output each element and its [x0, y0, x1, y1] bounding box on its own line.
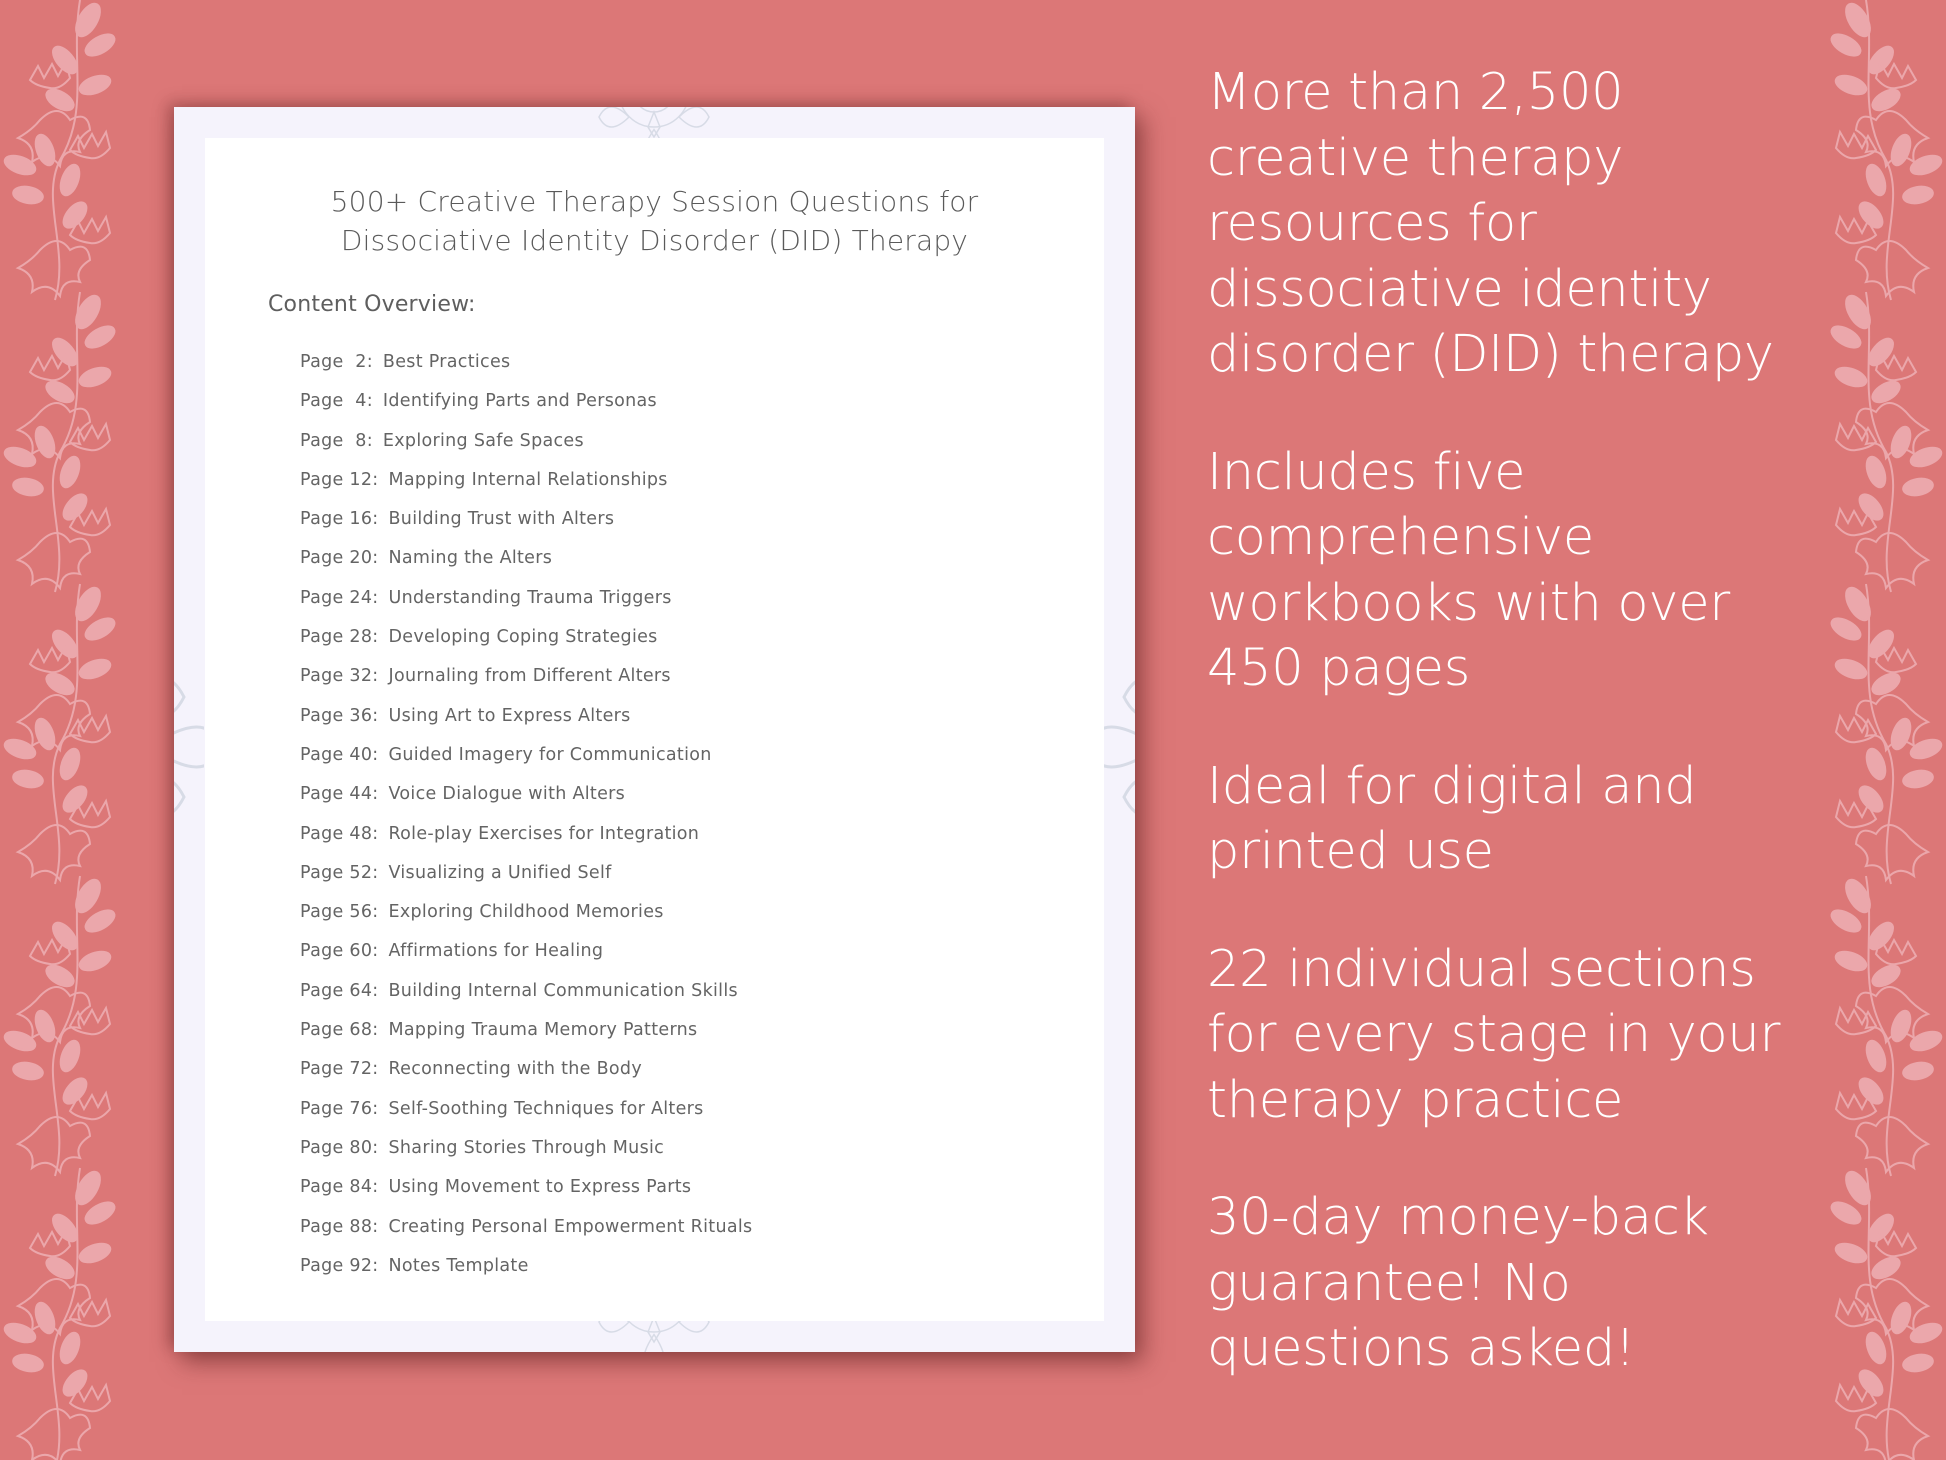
- feature-line: 30-day money-back: [1207, 1188, 1709, 1247]
- toc-item: [300, 854, 752, 893]
- toc-page-number: Page 88:: [300, 1216, 379, 1237]
- toc-item: [300, 1129, 752, 1168]
- toc-item: [300, 500, 752, 539]
- toc-section-title: Guided Imagery for Communication: [388, 744, 712, 765]
- feature-item: [1207, 440, 1927, 702]
- toc-item: [300, 343, 752, 382]
- feature-line: workbooks with over: [1207, 573, 1730, 633]
- toc-item: [300, 579, 752, 618]
- toc-page-number: Page 72:: [300, 1059, 379, 1080]
- toc-page-number: Page 44:: [300, 784, 379, 805]
- feature-line: questions asked!: [1207, 1319, 1636, 1378]
- feature-line: creative therapy: [1207, 128, 1624, 188]
- toc-section-title: Journaling from Different Alters: [388, 666, 671, 687]
- toc-section-title: Mapping Internal Relationships: [388, 469, 668, 490]
- toc-section-title: Voice Dialogue with Alters: [388, 784, 626, 805]
- feature-item: [1207, 60, 1927, 388]
- document-content-area: [205, 138, 1104, 1321]
- mandala-left-ornament: [174, 617, 204, 877]
- toc-item: [300, 618, 752, 657]
- toc-item: [300, 1050, 752, 1089]
- toc-section-title: Identifying Parts and Personas: [382, 391, 657, 412]
- toc-item: [300, 972, 752, 1011]
- toc-item: [300, 382, 752, 421]
- toc-section-title: Role-play Exercises for Integration: [388, 823, 700, 844]
- toc-item: [300, 1247, 752, 1286]
- feature-item: [1207, 754, 1927, 885]
- toc-section-title: Developing Coping Strategies: [388, 627, 658, 648]
- content-overview-heading: Content Overview:: [268, 292, 476, 317]
- toc-section-title: Sharing Stories Through Music: [388, 1137, 665, 1158]
- feature-line: comprehensive: [1207, 508, 1594, 567]
- floral-vine-left-decoration: [0, 0, 150, 1460]
- toc-page-number: Page 28:: [300, 627, 379, 648]
- feature-line: 22 individual sections: [1207, 939, 1756, 999]
- toc-section-title: Visualizing a Unified Self: [388, 862, 612, 883]
- toc-item: [300, 1208, 752, 1247]
- toc-page-number: Page 4:: [300, 391, 373, 412]
- toc-section-title: Reconnecting with the Body: [388, 1059, 642, 1080]
- toc-page-number: Page 12:: [300, 469, 379, 490]
- feature-item: [1207, 937, 1927, 1134]
- toc-section-title: Building Internal Communication Skills: [388, 980, 738, 1001]
- feature-line: therapy practice: [1207, 1070, 1624, 1130]
- feature-line: disorder (DID) therapy: [1207, 325, 1774, 384]
- feature-line: dissociative identity: [1207, 259, 1712, 319]
- toc-page-number: Page 2:: [300, 352, 373, 372]
- toc-item: [300, 736, 752, 775]
- toc-page-number: Page 56:: [300, 902, 379, 923]
- toc-page-number: Page 68:: [300, 1020, 379, 1041]
- toc-item: [300, 1168, 752, 1207]
- document-title: [205, 182, 1104, 260]
- toc-item: [300, 697, 752, 736]
- toc-page-number: Page 40:: [300, 744, 379, 765]
- toc-item: [300, 461, 752, 500]
- mandala-right-ornament: [1104, 617, 1135, 877]
- toc-item: [300, 422, 752, 461]
- toc-section-title: Best Practices: [382, 352, 511, 372]
- toc-item: [300, 1011, 752, 1050]
- feature-line: Ideal for digital and: [1207, 756, 1697, 816]
- toc-section-title: Using Movement to Express Parts: [388, 1177, 692, 1198]
- toc-page-number: Page 80:: [300, 1137, 379, 1158]
- toc-item: [300, 815, 752, 854]
- toc-page-number: Page 32:: [300, 666, 379, 687]
- toc-section-title: Naming the Alters: [388, 548, 553, 569]
- feature-list: [1207, 60, 1927, 1434]
- feature-line: Includes five: [1207, 442, 1526, 502]
- toc-item: [300, 657, 752, 696]
- feature-line: 450 pages: [1207, 639, 1471, 698]
- feature-item: [1207, 1185, 1927, 1382]
- toc-section-title: Exploring Safe Spaces: [382, 430, 584, 451]
- feature-line: resources for: [1207, 194, 1537, 253]
- toc-item: [300, 539, 752, 578]
- toc-section-title: Self-Soothing Techniques for Alters: [388, 1098, 704, 1119]
- feature-line: More than 2,500: [1207, 63, 1624, 122]
- toc-section-title: Creating Personal Empowerment Rituals: [388, 1216, 753, 1237]
- feature-line: guarantee! No: [1207, 1253, 1571, 1313]
- table-of-contents: [300, 343, 752, 1286]
- toc-page-number: Page 92:: [300, 1255, 379, 1276]
- toc-section-title: Understanding Trauma Triggers: [388, 587, 672, 608]
- toc-page-number: Page 24:: [300, 587, 379, 608]
- toc-section-title: Affirmations for Healing: [388, 941, 604, 962]
- toc-page-number: Page 48:: [300, 823, 379, 844]
- toc-page-number: Page 84:: [300, 1177, 379, 1198]
- toc-section-title: Notes Template: [388, 1255, 529, 1276]
- toc-item: [300, 1090, 752, 1129]
- toc-page-number: Page 20:: [300, 548, 379, 569]
- toc-page-number: Page 36:: [300, 705, 379, 726]
- toc-section-title: Using Art to Express Alters: [388, 705, 631, 726]
- toc-page-number: Page 16:: [300, 509, 379, 530]
- toc-section-title: Building Trust with Alters: [388, 509, 615, 530]
- document-title-line-1: 500+ Creative Therapy Session Questions for: [330, 185, 979, 218]
- document-title-line-2: Dissociative Identity Disorder (DID) Therapy: [340, 224, 969, 257]
- toc-page-number: Page 52:: [300, 862, 379, 883]
- toc-page-number: Page 76:: [300, 1098, 379, 1119]
- toc-item: [300, 893, 752, 932]
- toc-page-number: Page 64:: [300, 980, 379, 1001]
- toc-item: [300, 932, 752, 971]
- feature-line: for every stage in your: [1207, 1005, 1781, 1064]
- toc-page-number: Page 8:: [300, 430, 373, 451]
- feature-line: printed use: [1207, 822, 1494, 881]
- toc-section-title: Exploring Childhood Memories: [388, 902, 664, 923]
- toc-item: [300, 775, 752, 814]
- toc-section-title: Mapping Trauma Memory Patterns: [388, 1020, 698, 1041]
- toc-page-number: Page 60:: [300, 941, 379, 962]
- document-page-preview: [174, 107, 1135, 1352]
